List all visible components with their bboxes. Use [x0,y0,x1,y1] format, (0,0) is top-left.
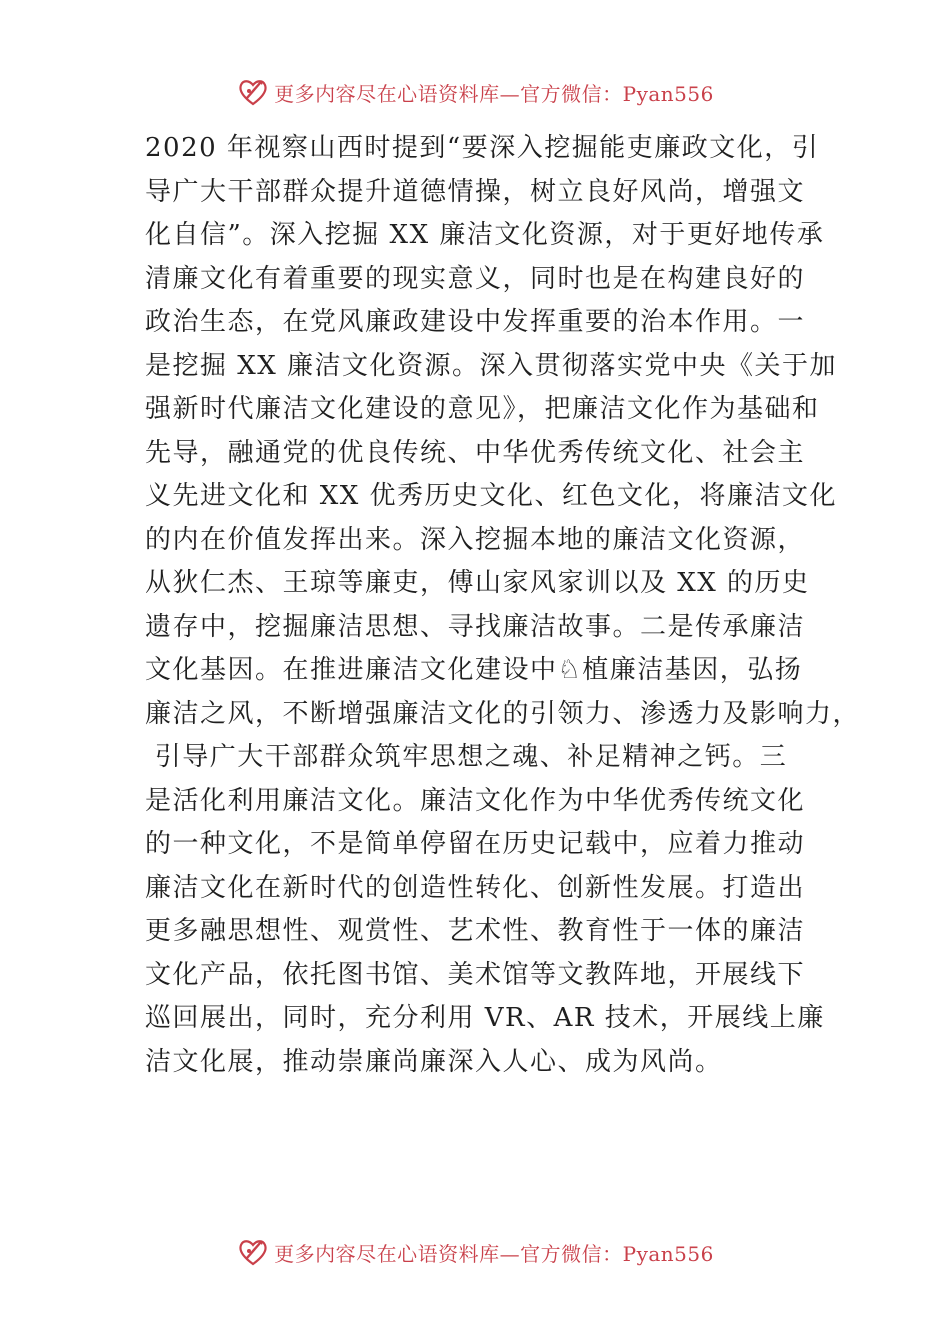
header-banner-text: 更多内容尽在心语资料库—官方微信：Pyan556 [274,81,714,106]
paragraph-line: 廉洁之风，不断增强廉洁文化的引领力、渗透力及影响力， [145,698,861,729]
paragraph-line: 文化基因。在推进廉洁文化建设中♘植廉洁基因，弘扬 [145,655,803,685]
paragraph-line: 强新时代廉洁文化建设的意见》，把廉洁文化作为基础和 [145,394,820,424]
paragraph-line: 2020 年视察山西时提到“要深入挖掘能吏廉政文化，引 [145,133,820,163]
paragraph-line: 文化产品，依托图书馆、美术馆等文教阵地，开展线下 [145,959,806,990]
paragraph-line: 的一种文化，不是简单停留在历史记载中，应着力推动 [145,829,806,859]
paragraph-line: 从狄仁杰、王琼等廉吏，傅山家风家训以及 XX 的历史 [145,568,810,598]
footer-banner [0,1230,950,1274]
paragraph-line: 巡回展出，同时，充分利用 VR、AR 技术，开展线上廉 [145,1003,825,1033]
paragraph-line: 是活化利用廉洁文化。廉洁文化作为中华优秀传统文化 [145,785,806,816]
paragraph-line: 引导广大干部群众筑牢思想之魂、补足精神之钙。三 [145,742,788,772]
document-body [145,127,861,1084]
paragraph-line: 洁文化展，推动崇廉尚廉深入人心、成为风尚。 [145,1046,723,1077]
paragraph-line: 政治生态，在党风廉政建设中发挥重要的治本作用。一 [145,307,806,337]
paragraph-line: 的内在价值发挥出来。深入挖掘本地的廉洁文化资源， [145,524,806,555]
heart-pen-logo-icon [236,1235,270,1269]
paragraph-line: 义先进文化和 XX 优秀历史文化、红色文化，将廉洁文化 [145,481,838,511]
header-banner [0,70,950,114]
heart-pen-logo-icon [236,75,270,109]
paragraph-line: 化自信”。深入挖掘 XX 廉洁文化资源，对于更好地传承 [145,220,825,250]
paragraph-line: 是挖掘 XX 廉洁文化资源。深入贯彻落实党中央《关于加 [145,350,838,381]
paragraph-line: 清廉文化有着重要的现实意义，同时也是在构建良好的 [145,263,806,294]
paragraph-line: 遗存中，挖掘廉洁思想、寻找廉洁故事。二是传承廉洁 [145,611,806,642]
paragraph-line: 廉洁文化在新时代的创造性转化、创新性发展。打造出 [145,872,806,903]
paragraph-line: 先导，融通党的优良传统、中华优秀传统文化、社会主 [145,437,806,468]
paragraph-line: 更多融思想性、观赏性、艺术性、教育性于一体的廉洁 [145,916,806,946]
paragraph-line: 导广大干部群众提升道德情操，树立良好风尚，增强文 [145,176,806,207]
footer-banner-text: 更多内容尽在心语资料库—官方微信：Pyan556 [274,1241,714,1266]
